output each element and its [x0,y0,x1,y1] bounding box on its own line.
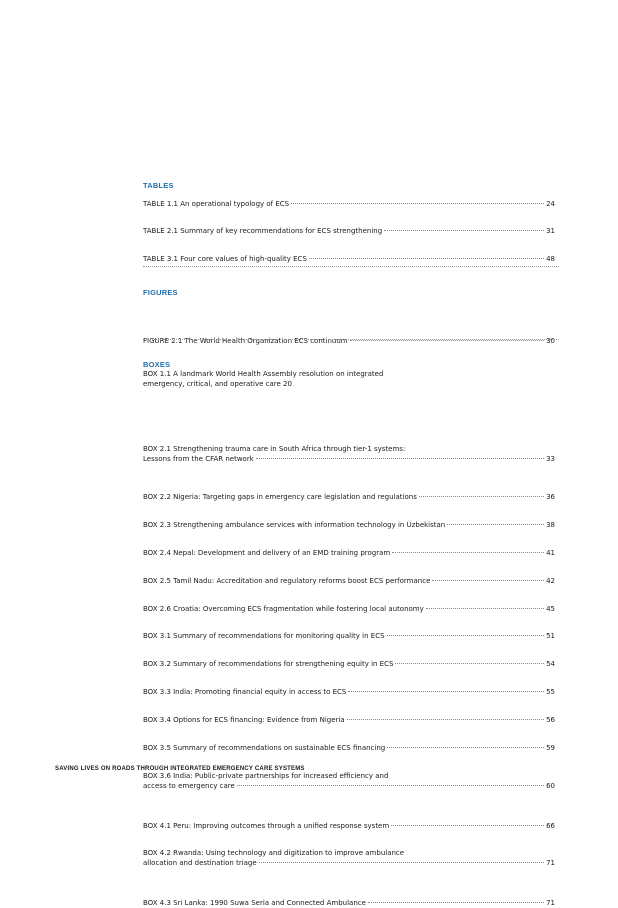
dot-leader [309,258,544,259]
page-number: 24 [546,200,555,208]
box-entry[interactable] [143,771,555,791]
dot-leader [256,458,544,459]
dot-leader [368,902,544,903]
dot-leader [291,203,544,204]
entry-title-line: BOX 2.1 Strengthening trauma care in South Africa through tier-1 systems: [143,445,406,453]
dot-leader [347,719,544,720]
running-footer: SAVING LIVES ON ROADS THROUGH INTEGRATED EMERGENCY CARE SYSTEMS [55,766,305,772]
dot-leader [350,340,544,341]
dot-leader [426,608,544,609]
dot-leader [387,635,544,636]
box-entry[interactable] [143,576,555,586]
entry-row [143,604,555,614]
page-number: 60 [546,782,555,790]
page-number: 31 [546,227,555,235]
box-entry[interactable] [143,821,555,831]
section-divider [143,266,559,267]
page-number: 45 [546,605,555,613]
entry-row [143,781,555,791]
dot-leader [395,663,544,664]
box-entry[interactable] [143,604,555,614]
entry-row [143,821,555,831]
figures-heading: FIGURES [143,288,178,297]
entry-title: allocation and destination triage [143,859,257,867]
entry-row [143,336,555,346]
entry-title-line: BOX 3.6 India: Public-private partnerships for increased efficiency and [143,772,389,780]
box-entry[interactable] [143,631,555,641]
page-number: 59 [546,744,555,752]
dot-leader [384,230,544,231]
boxes-heading: BOXES [143,360,171,369]
entry-title: BOX 3.2 Summary of recommendations for strengthening equity in ECS [143,660,394,668]
entry-row [143,576,555,586]
box-entry[interactable] [143,492,555,502]
entry-title: Lessons from the CFAR network [143,455,254,463]
entry-title: BOX 3.1 Summary of recommendations for monitoring quality in ECS [143,632,385,640]
entry-title: BOX 3.3 India: Promoting financial equity in access to ECS [143,688,347,696]
page-number: 54 [546,660,555,668]
dot-leader [391,825,544,826]
dot-leader [387,747,544,748]
tables-section [143,181,555,190]
entry-title: BOX 3.4 Options for ECS financing: Evidence from Nigeria [143,716,345,724]
box-entry[interactable] [143,848,555,868]
entry-row [143,659,555,669]
boxes-section [143,360,555,389]
dot-leader [419,496,544,497]
entry-title: TABLE 1.1 An operational typology of ECS [143,200,290,208]
box-entry[interactable] [143,444,555,464]
page-number: 41 [546,549,555,557]
dot-leader [447,524,544,525]
entry-row [143,687,555,697]
box-1-1-line2[interactable]: emergency, critical, and operative care 20 [143,380,292,388]
entry-row [143,743,555,753]
entry-row [143,254,555,264]
dot-leader [259,862,544,863]
entry-title: BOX 2.4 Nepal: Development and delivery of an EMD training program [143,549,391,557]
figure-entry[interactable] [143,336,555,346]
page-number: 56 [546,716,555,724]
box-1-1-line1[interactable]: BOX 1.1 A landmark World Health Assembly resolution on integrated [143,370,384,378]
entry-title: TABLE 3.1 Four core values of high-quality ECS [143,255,307,263]
table-entry[interactable] [143,226,555,236]
entry-title: BOX 4.1 Peru: Improving outcomes through a unified response system [143,822,390,830]
page-number: 66 [546,822,555,830]
section-divider [143,339,559,340]
dot-leader [348,691,544,692]
entry-title: FIGURE 2.1 The World Health Organization ECS continuum [143,337,348,345]
page-number: 38 [546,521,555,529]
box-entry[interactable] [143,520,555,530]
table-entry[interactable] [143,199,555,209]
entry-row [143,199,555,209]
entry-row [143,898,555,908]
table-entry[interactable] [143,254,555,264]
entry-title: BOX 3.5 Summary of recommendations on sustainable ECS financing [143,744,386,752]
box-entry[interactable] [143,548,555,558]
dot-leader [237,785,544,786]
page-number: 71 [546,859,555,867]
box-entry[interactable] [143,898,555,908]
tables-heading: TABLES [143,181,174,190]
figures-section [143,288,555,297]
box-entry[interactable] [143,659,555,669]
dot-leader [392,552,544,553]
box-entry[interactable] [143,715,555,725]
page-number: 30 [546,337,555,345]
entry-row [143,715,555,725]
box-entry[interactable] [143,743,555,753]
entry-row [143,858,555,868]
entry-title: BOX 4.3 Sri Lanka: 1990 Suwa Seria and Connected Ambulance [143,899,366,907]
entry-title: BOX 2.6 Croatia: Overcoming ECS fragmentation while fostering local autonomy [143,605,424,613]
box-entry[interactable] [143,687,555,697]
entry-row [143,454,555,464]
page-number: 51 [546,632,555,640]
entry-title: BOX 2.2 Nigeria: Targeting gaps in emergency care legislation and regulations [143,493,417,501]
entry-row [143,631,555,641]
entry-title: BOX 2.3 Strengthening ambulance services with information technology in Uzbekistan [143,521,446,529]
page-number: 42 [546,577,555,585]
dot-leader [432,580,544,581]
page-number: 55 [546,688,555,696]
entry-title: access to emergency care [143,782,235,790]
entry-row [143,492,555,502]
entry-title: BOX 2.5 Tamil Nadu: Accreditation and regulatory reforms boost ECS performance [143,577,431,585]
page-number: 71 [546,899,555,907]
page-number: 33 [546,455,555,463]
entry-title-line: BOX 4.2 Rwanda: Using technology and digitization to improve ambulance [143,849,405,857]
entry-row [143,226,555,236]
page-number: 48 [546,255,555,263]
entry-row [143,520,555,530]
page-number: 36 [546,493,555,501]
entry-row [143,548,555,558]
entry-title: TABLE 2.1 Summary of key recommendations for ECS strengthening [143,227,383,235]
